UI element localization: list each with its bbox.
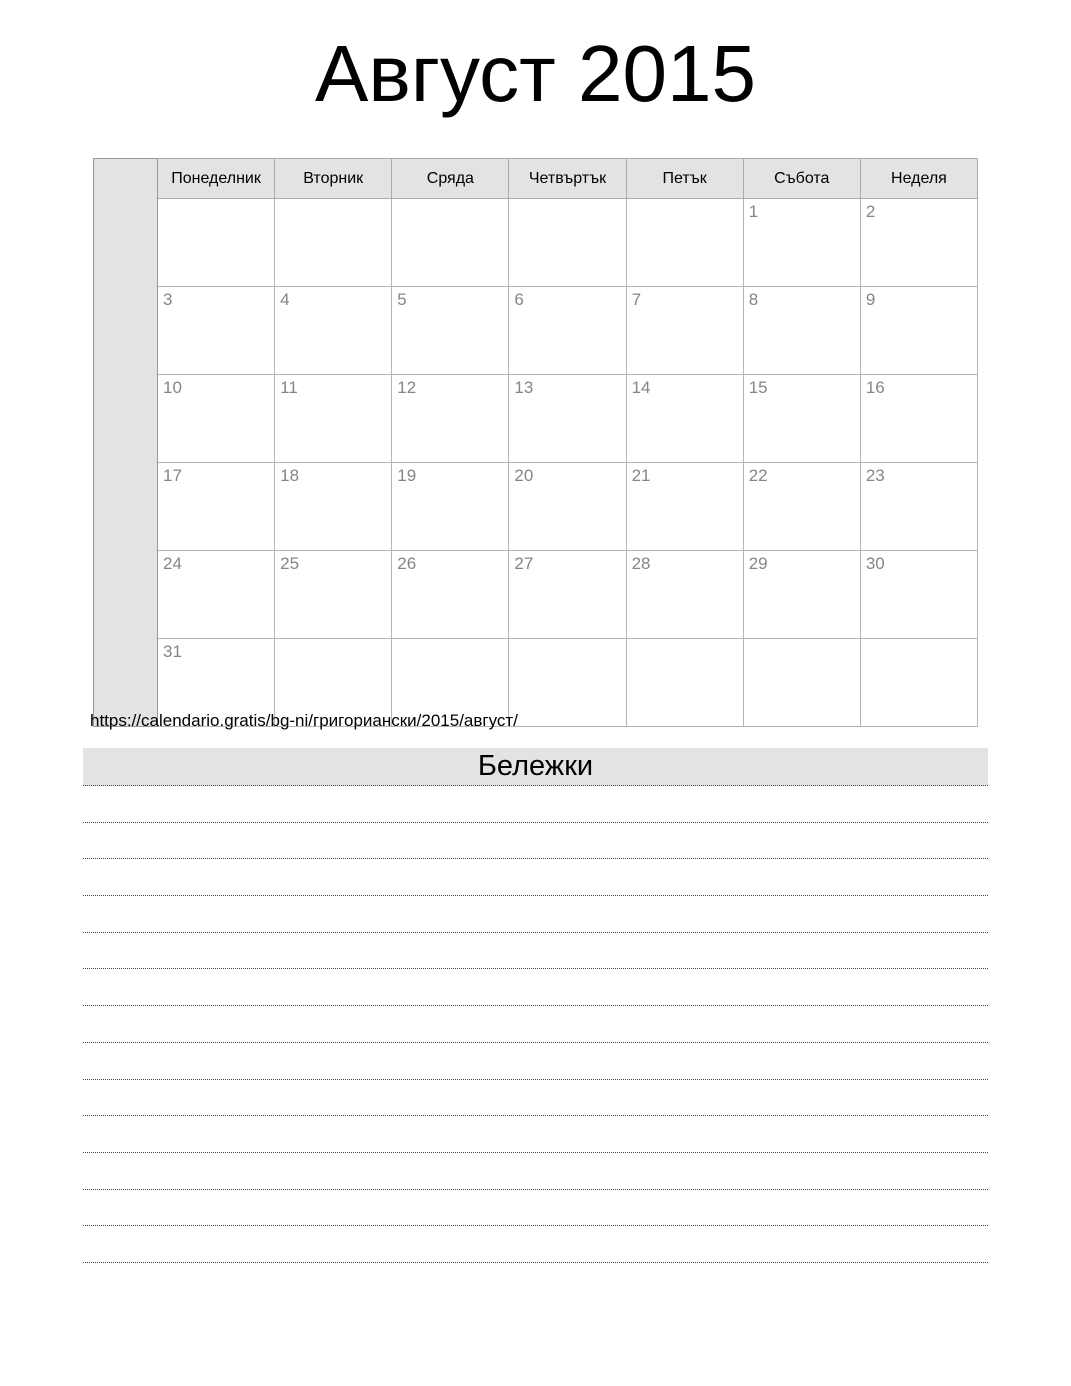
calendar-cell: 25 bbox=[275, 551, 392, 639]
calendar-cell: 14 bbox=[626, 375, 743, 463]
weekday-header-friday: Петък bbox=[626, 159, 743, 199]
calendar-cell: 27 bbox=[509, 551, 626, 639]
notes-lines bbox=[83, 786, 988, 1263]
calendar-cell: 28 bbox=[626, 551, 743, 639]
calendar-cell: 5 bbox=[392, 287, 509, 375]
calendar-cell bbox=[509, 639, 626, 727]
week-row bbox=[94, 551, 978, 639]
notes-line bbox=[83, 1006, 988, 1043]
week-row bbox=[94, 375, 978, 463]
notes-line bbox=[83, 896, 988, 933]
calendar-cell bbox=[509, 199, 626, 287]
calendar-cell: 1 bbox=[743, 199, 860, 287]
calendar-cell: 24 bbox=[158, 551, 275, 639]
calendar-cell: 15 bbox=[743, 375, 860, 463]
side-column bbox=[94, 159, 158, 727]
calendar-cell: 2 bbox=[860, 199, 977, 287]
week-row bbox=[94, 199, 978, 287]
calendar-cell bbox=[275, 199, 392, 287]
notes-line bbox=[83, 859, 988, 896]
calendar-cell: 22 bbox=[743, 463, 860, 551]
calendar-cell: 11 bbox=[275, 375, 392, 463]
notes-line bbox=[83, 969, 988, 1006]
calendar-cell: 23 bbox=[860, 463, 977, 551]
calendar-cell: 8 bbox=[743, 287, 860, 375]
notes-line bbox=[83, 1043, 988, 1080]
calendar-cell: 21 bbox=[626, 463, 743, 551]
calendar-cell: 20 bbox=[509, 463, 626, 551]
calendar-cell bbox=[392, 199, 509, 287]
weekday-header-sunday: Неделя bbox=[860, 159, 977, 199]
notes-line bbox=[83, 1116, 988, 1153]
week-row bbox=[94, 287, 978, 375]
weekday-header-thursday: Четвъртък bbox=[509, 159, 626, 199]
notes-title: Бележки bbox=[477, 750, 594, 782]
calendar-table bbox=[93, 158, 978, 727]
calendar-cell: 9 bbox=[860, 287, 977, 375]
page-title: Август 2015 bbox=[315, 29, 756, 118]
calendar-cell: 4 bbox=[275, 287, 392, 375]
calendar-cell: 30 bbox=[860, 551, 977, 639]
calendar-cell bbox=[626, 639, 743, 727]
calendar-cell: 6 bbox=[509, 287, 626, 375]
source-url: https://calendario.gratis/bg-ni/григориански/2015/август/ bbox=[90, 711, 518, 730]
calendar-cell: 12 bbox=[392, 375, 509, 463]
weekday-header-row bbox=[94, 159, 978, 199]
weekday-header-wednesday: Сряда bbox=[392, 159, 509, 199]
notes-line bbox=[83, 1080, 988, 1117]
notes-line bbox=[83, 933, 988, 970]
notes-line bbox=[83, 1190, 988, 1227]
weekday-header-saturday: Събота bbox=[743, 159, 860, 199]
calendar-cell bbox=[626, 199, 743, 287]
notes-line bbox=[83, 1153, 988, 1190]
notes-line bbox=[83, 823, 988, 860]
calendar-cell: 7 bbox=[626, 287, 743, 375]
weekday-header-monday: Понеделник bbox=[158, 159, 275, 199]
calendar-cell: 17 bbox=[158, 463, 275, 551]
calendar-cell: 19 bbox=[392, 463, 509, 551]
calendar-cell bbox=[158, 199, 275, 287]
calendar-cell: 31 bbox=[158, 639, 275, 727]
notes-line bbox=[83, 786, 988, 823]
calendar-cell bbox=[860, 639, 977, 727]
weekday-header-tuesday: Вторник bbox=[275, 159, 392, 199]
calendar-cell: 29 bbox=[743, 551, 860, 639]
calendar-cell: 26 bbox=[392, 551, 509, 639]
calendar-cell: 13 bbox=[509, 375, 626, 463]
week-row bbox=[94, 463, 978, 551]
notes-line bbox=[83, 1226, 988, 1263]
calendar-cell bbox=[743, 639, 860, 727]
calendar-cell: 16 bbox=[860, 375, 977, 463]
calendar-cell: 10 bbox=[158, 375, 275, 463]
calendar-cell: 3 bbox=[158, 287, 275, 375]
calendar-cell: 18 bbox=[275, 463, 392, 551]
notes-header bbox=[83, 748, 988, 786]
